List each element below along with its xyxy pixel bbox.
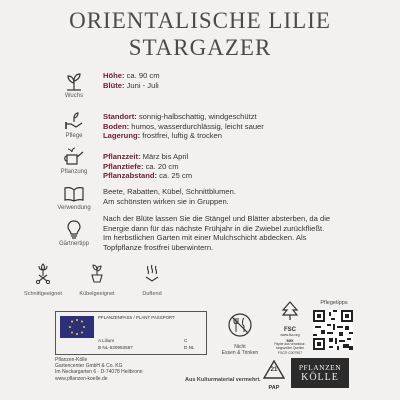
recycling-number: 21 xyxy=(270,367,278,373)
gaertnertipp-label: Gärtnertipp xyxy=(58,241,89,247)
verwendung-label: Verwendung xyxy=(57,205,91,211)
standort-value: sonnig-halbschattig, windgeschützt xyxy=(136,112,257,121)
pflanzung-label: Pflanzung xyxy=(60,169,88,175)
pflanzzeit-value: März bis April xyxy=(140,152,189,161)
pot-plant-icon xyxy=(86,262,108,284)
recycling-label: PAP xyxy=(268,385,280,391)
feature-duftend xyxy=(124,262,180,297)
growth-icon xyxy=(63,70,85,92)
feature-schnittgeeignet-label: Schnittgeeignet xyxy=(24,291,62,297)
verwendung-icon-group xyxy=(52,184,96,211)
wuchs-text xyxy=(103,71,393,90)
tipp-line-1: Nach der Blüte lassen Sie die Stängel und Blätter absterben, da die xyxy=(103,214,331,223)
passport-a: A Lilium xyxy=(98,338,115,343)
passport-c: C xyxy=(184,338,188,343)
fsc-url: www.fsc.org xyxy=(280,333,300,337)
warning-line-1: Nicht xyxy=(234,344,246,350)
pflanzen-koelle-logo xyxy=(291,358,349,388)
address-line-3: Im Neckargarten 6 · D-74078 Heilbronn xyxy=(55,369,143,376)
title-line-1: ORIENTALISCHE LILIE xyxy=(69,8,331,33)
gaertnertipp-text xyxy=(103,214,393,252)
tipp-line-3: Im herbstlichen Garten mit einer Mulchschicht abdecken. Als xyxy=(103,233,307,243)
origin-note: Aus Kulturmaterial vermehrt. xyxy=(185,377,261,383)
verwendung-text xyxy=(103,187,393,206)
fsc-name: FSC xyxy=(284,327,296,333)
wuchs-label: Wuchs xyxy=(64,93,84,99)
hoehe-value: ca. 90 cm xyxy=(124,71,160,80)
tipp-line-2: Energie dann für das nächste Frühjahr in die Zwiebel zurückfließt. xyxy=(103,223,325,233)
plant-passport xyxy=(55,311,207,355)
lightbulb-icon xyxy=(64,218,84,240)
logo-line-1: PFLANZEN xyxy=(298,363,342,372)
hoehe-label: Höhe: xyxy=(103,71,125,80)
eu-flag-icon xyxy=(60,316,94,338)
verwendung-line-1: Beete, Rabatten, Kübel, Schnittblumen. xyxy=(103,187,236,196)
care-hand-icon xyxy=(63,110,85,132)
passport-b: B NL-530953587 xyxy=(98,345,133,350)
no-eating-icon xyxy=(226,311,254,339)
feature-duftend-label: Duftend xyxy=(142,291,162,297)
pflege-text xyxy=(103,112,393,141)
wuchs-icon-group xyxy=(52,70,96,99)
warning-line-2: Essen & Trinken xyxy=(221,350,259,356)
feature-schnittgeeignet xyxy=(15,262,71,297)
company-address xyxy=(55,357,143,382)
watering-can-icon xyxy=(62,146,86,168)
address-line-1: Pflanzen-Kölle xyxy=(55,357,88,363)
address-line-2: Gartencenter GmbH & Co. KG xyxy=(55,363,123,370)
qr-label: Pflegetipps xyxy=(320,300,348,306)
fsc-tree-icon xyxy=(280,300,300,322)
logo-line-2: KÖLLE xyxy=(301,372,339,383)
boden-label: Boden: xyxy=(103,121,130,131)
boden-value: humos, wasserdurchlässig, leicht sauer xyxy=(129,121,264,131)
title-line-2: STARGAZER xyxy=(128,35,272,60)
lagerung-label: Lagerung: xyxy=(103,131,141,141)
address-line-4: www.pflanzen-koelle.de xyxy=(55,375,108,382)
gaertnertipp-icon-group xyxy=(52,218,96,247)
verwendung-line-2: Am schönsten wirken sie in Gruppen. xyxy=(103,196,229,206)
pflanztiefe-value: ca. 20 cm xyxy=(143,161,179,171)
passport-header: PFLANZENPASS / PLANT PASSPORT xyxy=(98,315,175,320)
feature-kuebelgeeignet-label: Kübelgeeignet xyxy=(79,291,115,297)
pflanzung-icon-group xyxy=(52,146,96,175)
qr-code-icon[interactable] xyxy=(313,310,353,350)
book-icon xyxy=(63,184,85,204)
standort-label: Standort: xyxy=(103,112,137,121)
pflanzung-text xyxy=(103,152,393,181)
fsc-text-1: Papier aus verantwor- xyxy=(274,342,306,346)
pflege-icon-group xyxy=(52,110,96,139)
scent-icon xyxy=(141,262,163,284)
recycling-mark xyxy=(262,360,286,391)
not-edible-warning xyxy=(217,311,263,356)
bluete-value: Juni - Juli xyxy=(124,80,159,90)
pflanzabstand-value: ca. 25 cm xyxy=(157,171,193,181)
pflanzabstand-label: Pflanzabstand: xyxy=(103,171,158,181)
pflege-label: Pflege xyxy=(65,133,83,139)
fsc-code: FSC® C007907 xyxy=(278,350,302,355)
lagerung-value: frostfrei, luftig & trocken xyxy=(140,131,222,141)
tipp-line-4: Topfpflanze frostfrei überwintern. xyxy=(103,242,214,252)
passport-d: D NL xyxy=(184,345,195,350)
fsc-logo xyxy=(273,300,307,355)
bluete-label: Blüte: xyxy=(103,80,125,90)
pflanzzeit-label: Pflanzzeit: xyxy=(103,152,141,161)
fsc-mix: MIX xyxy=(286,338,294,343)
feature-kuebelgeeignet xyxy=(69,262,125,297)
fsc-text-2: tungsvollen Quellen xyxy=(276,345,304,350)
pflanztiefe-label: Pflanztiefe: xyxy=(103,161,144,171)
scissors-flower-icon xyxy=(31,262,55,284)
product-title xyxy=(0,7,400,61)
